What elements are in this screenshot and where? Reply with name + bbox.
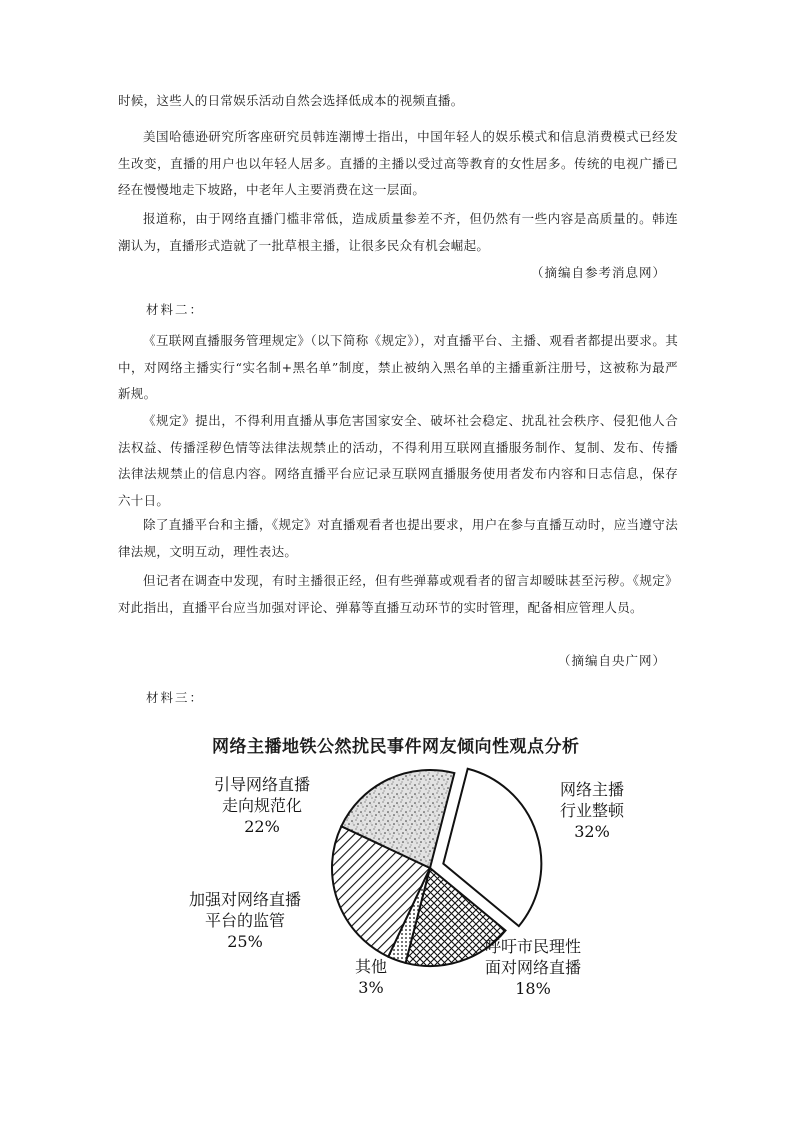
pie-label-3: 平台的监管 [204,911,286,930]
pie-label-1: 面对网络直播 [484,958,582,977]
paragraph-reporter: 但记者在调查中发现，有时主播很正经，但有些弹幕或观看者的留言却暧昧甚至污秽。《规定》对此指出，直播平台应当加强对评论、弹幕等直播互动环节的实时管理，配备相应管理人员。 [118,573,678,615]
paragraph-viewers: 除了直播平台和主播，《规定》对直播观看者也提出要求，用户在参与直播互动时，应当遵守法律法规，文明互动，理性表达。 [118,517,678,559]
paragraph-report: 报道称，由于网络直播门槛非常低，造成质量参差不齐，但仍然有一些内容是高质量的。韩连潮认为，直播形式造就了一批草根主播，让很多民众有机会崛起。 [118,211,678,253]
pie-label-2: 其他 [354,957,388,976]
pie-label-0: 行业整顿 [559,801,625,820]
pie-label-0: 网络主播 [559,780,625,799]
paragraph-continuation: 时候，这些人的日常娱乐活动自然会选择低成本的视频直播。 [118,93,464,108]
pie-percent-3: 25% [227,932,263,951]
source-citation-2: （摘编自央广网） [557,653,666,668]
source-citation-1: （摘编自参考消息网） [530,265,666,280]
pie-percent-0: 32% [574,822,610,841]
pie-label-4: 走向规范化 [221,796,303,815]
paragraph-regulation: 《互联网直播服务管理规定》（以下简称《规定》），对直播平台、主播、观看者都提出要求。其中，对网络主播实行“实名制+黑名单”制度，禁止被纳入黑名单的主播重新注册号，这被称为最严新规。 [118,333,678,401]
paragraph-han-lianchao: 美国哈德逊研究所客座研究员韩连潮博士指出，中国年轻人的娱乐模式和信息消费模式已经发生改变，直播的用户也以年轻人居多。直播的主播以受过高等教育的女性居多。传统的电视广播已经在慢慢地走下坡路，中老年人主要消费在这一层面。 [118,129,678,197]
pie-percent-2: 3% [358,978,384,997]
pie-percent-1: 18% [515,979,551,998]
chart-title: 网络主播地铁公然扰民事件网友倾向性观点分析 [212,737,580,757]
pie-percent-4: 22% [244,817,280,836]
material-two-heading: 材料二： [146,302,205,317]
pie-label-1: 呼吁市民理性 [484,937,582,956]
pie-label-4: 引导网络直播 [213,775,311,794]
pie-label-3: 加强对网络直播 [188,890,302,909]
material-three-heading: 材料三： [146,690,205,705]
paragraph-prohibitions: 《规定》提出，不得利用直播从事危害国家安全、破坏社会稳定、扰乱社会秩序、侵犯他人合法权益、传播淫秽色情等法律法规禁止的活动，不得利用互联网直播服务制作、复制、发布、传播法律法规禁止的信息内容。网络直播平台应记录互联网直播服务使用者发布内容和日志信息，保存六十日。 [118,413,678,508]
